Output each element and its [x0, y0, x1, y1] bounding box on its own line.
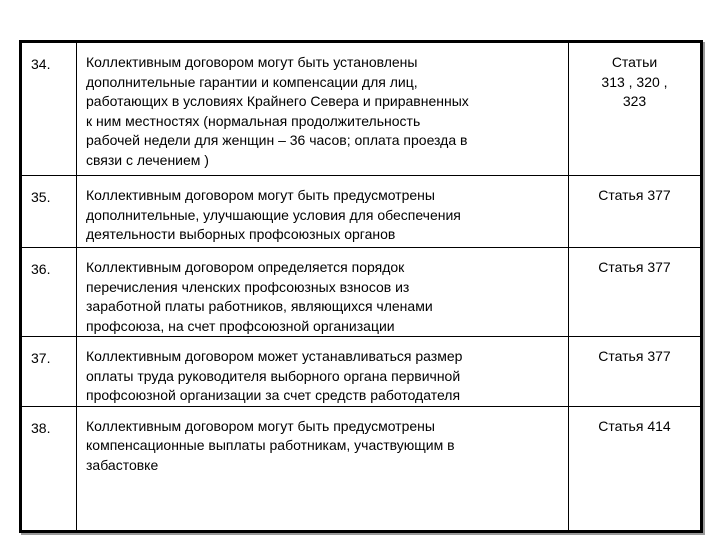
- row-description: [77, 337, 569, 407]
- table-row: [21, 406, 702, 531]
- articles-table: [19, 40, 703, 533]
- description-line: заработной платы работников, являющихся членами: [86, 298, 433, 314]
- row-article-reference: [569, 406, 702, 531]
- description-line: рабочей недели для женщин – 36 часов; оплата проезда в: [86, 132, 468, 148]
- description-line: Коллективным договором могут быть предусмотрены: [86, 417, 435, 434]
- description-line: Коллективным договором определяется порядок: [86, 259, 405, 275]
- description-line: перечисления членских профсоюзных взносов из: [86, 278, 410, 295]
- description-line: дополнительные гарантии и компенсации для лиц,: [86, 73, 418, 90]
- row-number: 34.: [21, 42, 77, 176]
- article-line: Статья 414: [598, 417, 671, 434]
- description-line: дополнительные, улучшающие условия для обеспечения: [86, 206, 461, 223]
- article-line: Статья 377: [598, 259, 671, 275]
- row-description: [77, 406, 569, 531]
- description-line: профсоюзной организации за счет средств работодателя: [86, 387, 461, 403]
- description-line: профсоюза, на счет профсоюзной организации: [86, 317, 395, 334]
- row-number: 38.: [21, 406, 77, 531]
- table-row: [21, 248, 702, 337]
- row-description: [77, 176, 569, 248]
- row-article-reference: [569, 42, 702, 176]
- row-number: 36.: [21, 248, 77, 337]
- article-line: 323: [622, 93, 647, 109]
- description-line: Коллективным договором может устанавливаться размер: [86, 348, 463, 364]
- table-row: [21, 337, 702, 407]
- article-line: Статья 377: [598, 348, 671, 364]
- description-line: Коллективным договором могут быть предусмотрены: [86, 187, 435, 203]
- row-description: [77, 42, 569, 176]
- row-description: [77, 248, 569, 337]
- table-row: [21, 176, 702, 248]
- description-line: работающих в условиях Крайнего Севера и приравненных: [86, 93, 469, 109]
- row-article-reference: [569, 248, 702, 337]
- article-line: 313 , 320 ,: [601, 73, 668, 90]
- row-article-reference: [569, 176, 702, 248]
- article-line: Статьи: [611, 54, 658, 70]
- description-line: к ним местностях (нормальная продолжительность: [86, 112, 421, 129]
- description-line: Коллективным договором могут быть установлены: [86, 54, 418, 70]
- article-line: Статья 377: [598, 187, 671, 203]
- row-number: 37.: [21, 337, 77, 407]
- description-line: связи с лечением ): [86, 151, 209, 168]
- row-number: 35.: [21, 176, 77, 248]
- description-line: компенсационные выплаты работникам, участвующим в: [86, 437, 455, 453]
- description-line: оплаты труда руководителя выборного органа первичной: [86, 367, 461, 384]
- description-line: забастовке: [86, 456, 159, 473]
- description-line: деятельности выборных профсоюзных органов: [86, 226, 396, 242]
- row-article-reference: [569, 337, 702, 407]
- table-row: [21, 42, 702, 176]
